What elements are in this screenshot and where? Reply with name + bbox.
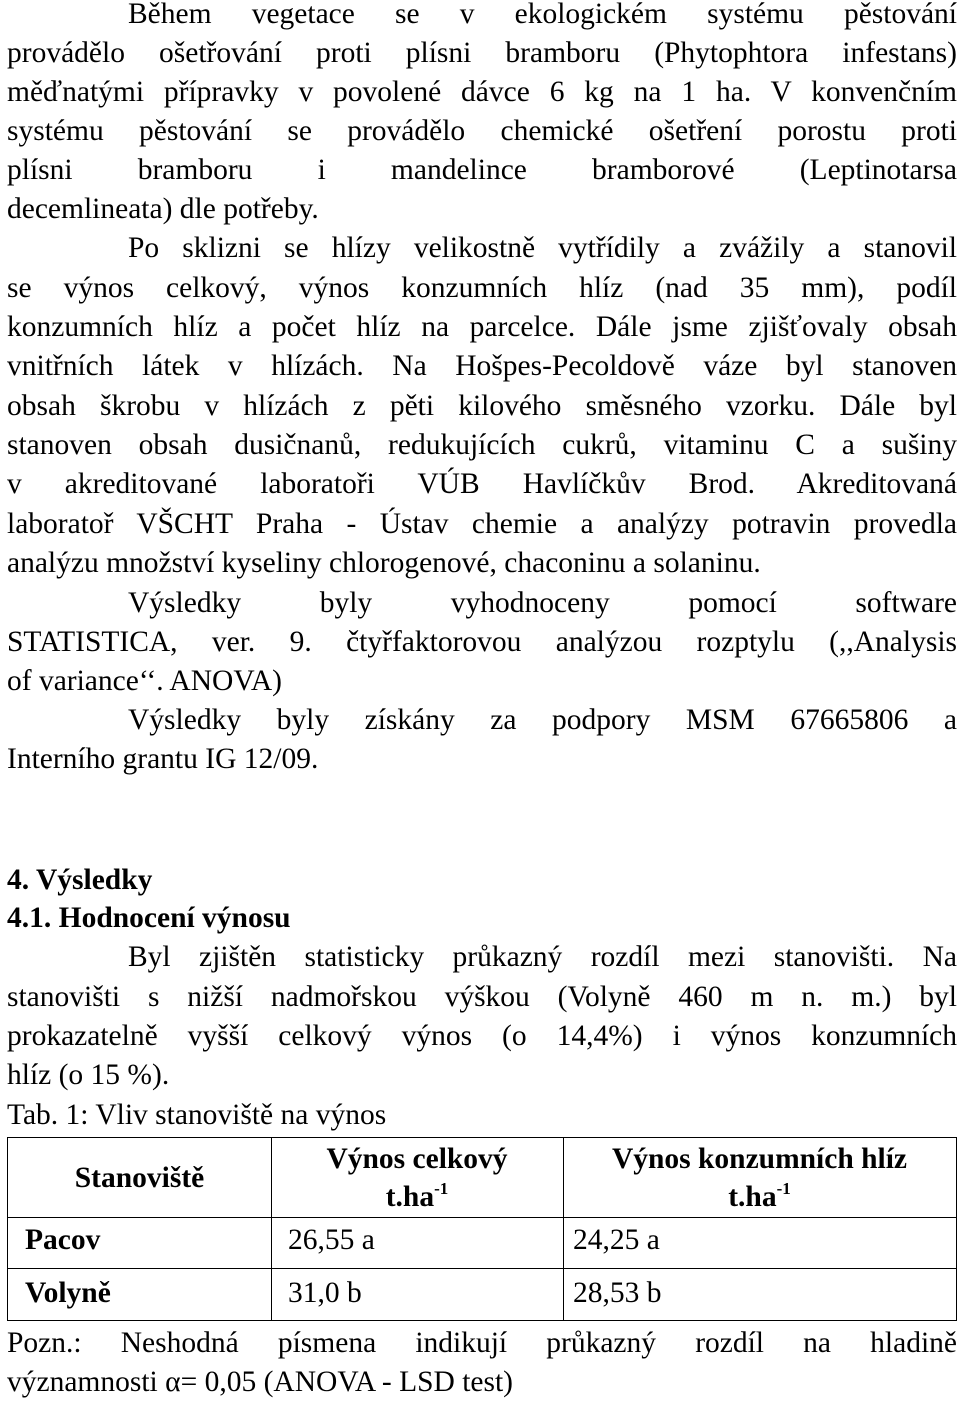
table-caption: Tab. 1: Vliv stanoviště na výnos (7, 1099, 387, 1131)
cell-total-yield: 26,55 a (288, 1224, 375, 1256)
text-line: konzumních hlíz a počet hlíz na parcelce. Dále jsme zjišťovaly obsah (7, 311, 957, 343)
text-line: hlíz (o 15 %). (7, 1059, 170, 1091)
cell-site: Pacov (25, 1224, 101, 1256)
table-note: významnosti α= 0,05 (ANOVA - LSD test) (7, 1366, 513, 1398)
text-line: se výnos celkový, výnos konzumních hlíz (nad 35 mm), podíl (7, 272, 957, 304)
section-heading: 4. Výsledky (7, 864, 153, 896)
header-total-yield-unit: $t.ha^{-1}$ (385, 1179, 449, 1213)
text-line: stanoven obsah dusičnanů, redukujících cukrů, vitaminu C a sušiny (7, 429, 957, 461)
row-divider (8, 1217, 956, 1218)
text-line: vnitřních látek v hlízách. Na Hošpes-Pecoldově váze byl stanoven (7, 350, 957, 382)
text-line: stanovišti s nižší nadmořskou výškou (Volyně 460 m n. m.) byl (7, 981, 957, 1013)
text-line: Byl zjištěn statisticky průkazný rozdíl mezi stanovišti. Na (128, 941, 957, 973)
cell-marketable-yield: 24,25 a (573, 1224, 660, 1256)
text-line: Interního grantu IG 12/09. (7, 743, 319, 775)
text-line: Výsledky byly vyhodnoceny pomocí software (128, 587, 957, 619)
header-site: Stanoviště (74, 1162, 205, 1194)
text-line: Výsledky byly získány za podpory MSM 67665806 a (128, 704, 957, 736)
text-line: Během vegetace se v ekologickém systému pěstování (128, 0, 957, 30)
subsection-heading: 4.1. Hodnocení výnosu (7, 902, 291, 934)
header-total-yield: Výnos celkový (326, 1143, 508, 1175)
text-line: STATISTICA, ver. 9. čtyřfaktorovou analýzou rozptylu (,,Analysis (7, 626, 957, 658)
text-line: měďnatými přípravky v povolené dávce 6 kg na 1 ha. V konvenčním (7, 76, 957, 108)
text-line: of variance‘‘. ANOVA) (7, 665, 282, 697)
text-line: plísni bramboru i mandelince bramborové (Leptinotarsa (7, 154, 957, 186)
table-note: Pozn.: Neshodná písmena indikují průkazný rozdíl na hladině (7, 1327, 957, 1359)
text-line: prokazatelně vyšší celkový výnos (o 14,4%) i výnos konzumních (7, 1020, 957, 1052)
yield-table (7, 1137, 957, 1321)
text-line: Po sklizni se hlízy velikostně vytřídily a zvážily a stanovil (128, 232, 957, 264)
text-line: obsah škrobu v hlízách z pěti kilového směsného vzorku. Dále byl (7, 390, 957, 422)
text-line: systému pěstování se provádělo chemické ošetření porostu proti (7, 115, 957, 147)
cell-total-yield: 31,0 b (288, 1277, 362, 1309)
row-divider (8, 1268, 956, 1269)
text-line: provádělo ošetřování proti plísni bramboru (Phytophtora infestans) (7, 37, 957, 69)
text-line: decemlineata) dle potřeby. (7, 193, 319, 225)
header-marketable-yield-unit: $t.ha^{-1}$ (728, 1179, 791, 1213)
cell-marketable-yield: 28,53 b (573, 1277, 662, 1309)
text-line: analýzu množství kyseliny chlorogenové, chaconinu a solaninu. (7, 547, 761, 579)
text-line: laboratoř VŠCHT Praha - Ústav chemie a analýzy potravin provedla (7, 508, 957, 540)
header-marketable-yield: Výnos konzumních hlíz (611, 1143, 908, 1175)
cell-site: Volyně (25, 1277, 111, 1309)
text-line: v akreditované laboratoři VÚB Havlíčkův Brod. Akreditovaná (7, 468, 957, 500)
